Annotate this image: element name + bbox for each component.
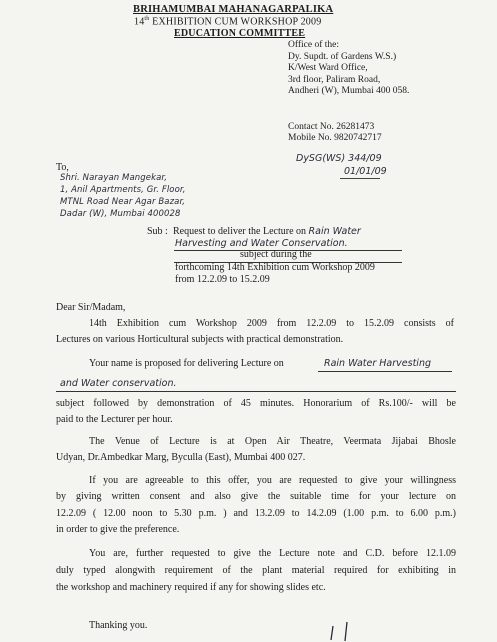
office-address	[288, 40, 409, 98]
addressee-line: Shri. Narayan Mangekar,	[60, 173, 168, 183]
reference-date: 01/01/09	[344, 166, 387, 177]
paragraph-line: Udyan, Dr.Ambedkar Marg, Byculla (East), Mumbai 400 027.	[56, 452, 306, 463]
topic-underline	[318, 371, 452, 372]
topic-underline	[56, 391, 456, 392]
paragraph-line: Lectures on various Horticultural subjects with practical demonstration.	[56, 334, 344, 345]
paragraph-line: paid to the Lecturer per hour.	[56, 414, 173, 425]
salutation: Dear Sir/Madam,	[56, 302, 126, 313]
paragraph-line: You are, further requested to give the Lecture note and C.D. before 12.1.09	[89, 548, 456, 559]
paragraph-line: by giving written consent and also give the suitable time for your lecture on	[56, 491, 456, 502]
contact-number: Contact No. 26281473	[288, 122, 375, 132]
subject-topic: Harvesting and Water Conservation.	[175, 238, 348, 249]
subject-line: from 12.2.09 to 15.2.09	[175, 274, 270, 285]
paragraph-line: 12.2.09 ( 12.00 noon to 5.30 p.m. ) and 13.2.09 to 14.2.09 (1.00 p.m. to 6.00 p.m.)	[56, 508, 456, 519]
subject-label: Sub :	[147, 226, 168, 237]
date-underline	[340, 178, 380, 179]
paragraph-line: 14th Exhibition cum Workshop 2009 from 12.2.09 to 15.2.09 consists of	[89, 318, 454, 329]
to-label: To,	[56, 162, 69, 173]
office-line: Dy. Supdt. of Gardens W.S.)	[288, 51, 397, 62]
committee-name: EDUCATION COMMITTEE	[174, 28, 306, 39]
paragraph-line: The Venue of Lecture is at Open Air Theatre, Veermata Jijabai Bhosle	[89, 436, 456, 447]
paragraph-line: in order to give the preference.	[56, 524, 180, 535]
mobile-number: Mobile No. 9820742717	[288, 133, 382, 143]
office-line: K/West Ward Office,	[288, 63, 368, 73]
addressee-line: Dadar (W), Mumbai 400028	[60, 209, 181, 219]
signature-mark	[325, 620, 365, 642]
subject-line: subject during the	[240, 249, 312, 260]
paragraph-line: If you are agreeable to this offer, you are requested to give your willingness	[89, 475, 456, 486]
paragraph-line: the workshop and machinery required if any for showing slides etc.	[56, 582, 326, 593]
paragraph-line: Your name is proposed for delivering Lecture on	[89, 358, 284, 369]
subject-line: Request to deliver the Lecture on Rain Water	[173, 226, 361, 237]
paragraph-line: subject followed by demonstration of 45 minutes. Honorarium of Rs.100/- will be	[56, 398, 456, 409]
office-line: Office of the:	[288, 40, 339, 50]
subject-line: forthcoming 14th Exhibition cum Workshop 2009	[175, 262, 375, 273]
paragraph-line: duly typed alongwith requirement of the plant material required for exhibiting in	[56, 565, 456, 576]
reference-number: DySG(WS) 344/09	[296, 153, 382, 164]
closing: Thanking you.	[89, 620, 148, 631]
office-line: 3rd floor, Paliram Road,	[288, 74, 381, 85]
org-name: BRIHAMUMBAI MAHANAGARPALIKA	[133, 4, 334, 15]
lecture-topic: Rain Water Harvesting	[324, 358, 431, 369]
office-line: Andheri (W), Mumbai 400 058.	[288, 86, 410, 96]
lecture-topic: and Water conservation.	[60, 378, 177, 389]
addressee-line: 1, Anil Apartments, Gr. Floor,	[60, 185, 186, 195]
addressee-line: MTNL Road Near Agar Bazar,	[60, 197, 186, 207]
header-subtitle: 14th EXHIBITION CUM WORKSHOP 2009	[134, 16, 322, 28]
